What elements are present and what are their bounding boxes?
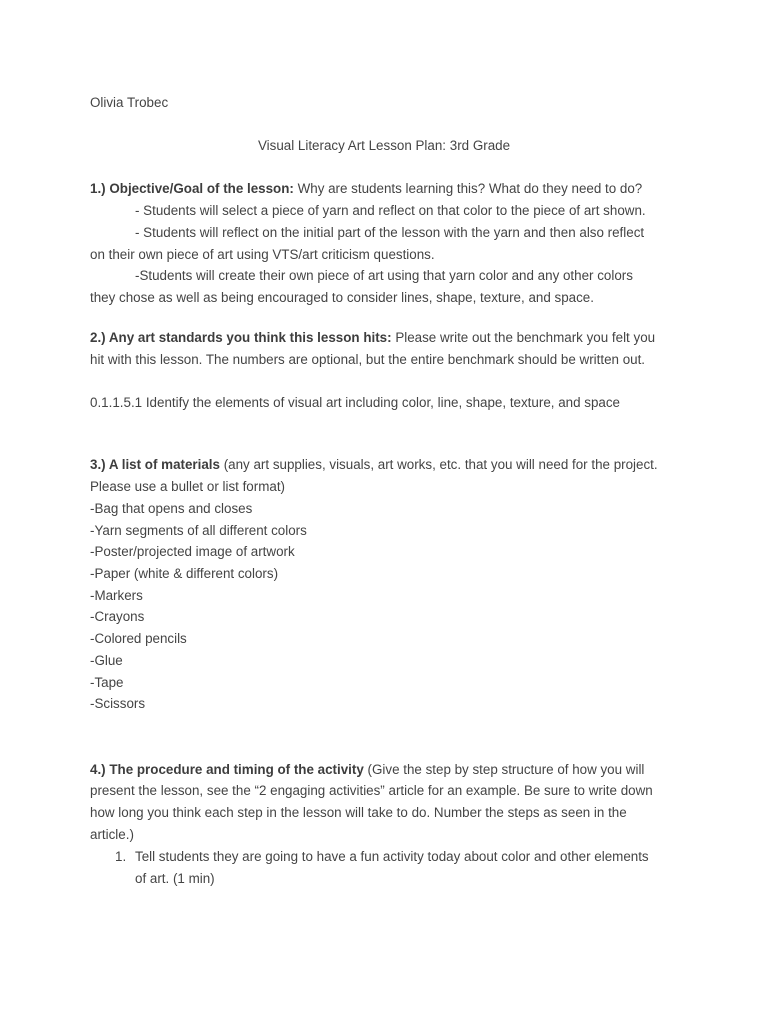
step-number: 1. [115, 849, 127, 864]
section4-prompt-line: present the lesson, see the “2 engaging activities” article for an example. Be sure to write down [90, 783, 653, 798]
material-item: -Crayons [90, 609, 145, 624]
material-item: -Poster/projected image of artwork [90, 544, 295, 559]
section1-line: they chose as well as being encouraged to consider lines, shape, texture, and space. [90, 290, 594, 305]
material-item: -Scissors [90, 696, 146, 711]
step-text: of art. (1 min) [135, 871, 215, 886]
material-item: -Colored pencils [90, 631, 187, 646]
section3-prompt: (any art supplies, visuals, art works, etc. that you will need for the project. [219, 457, 658, 472]
material-item: -Bag that opens and closes [90, 501, 253, 516]
author-name: Olivia Trobec [90, 95, 169, 110]
section1-heading-line [90, 180, 642, 198]
section2-heading: 2.) Any art standards you think this lesson hits: [90, 330, 392, 345]
material-item: -Paper (white & different colors) [90, 566, 279, 581]
section1-heading: 1.) Objective/Goal of the lesson: [90, 181, 294, 196]
section4-heading: 4.) The procedure and timing of the activity [90, 762, 364, 777]
section1-line: -Students will create their own piece of art using that yarn color and any other colors [135, 268, 633, 283]
document-title: Visual Literacy Art Lesson Plan: 3rd Grade [257, 138, 511, 153]
section2-benchmark: 0.1.1.5.1 Identify the elements of visual art including color, line, shape, texture, and space [90, 395, 620, 410]
material-item: -Yarn segments of all different colors [90, 523, 307, 538]
section4-prompt-line: how long you think each step in the lesson will take to do. Number the steps as seen in the [90, 805, 627, 820]
section2-heading-line [90, 329, 655, 347]
section4-prompt-line: article.) [90, 827, 134, 842]
section3-heading: 3.) A list of materials [90, 457, 220, 472]
section1-line: - Students will reflect on the initial part of the lesson with the yarn and then also reflect [135, 225, 645, 240]
section2-prompt: Please write out the benchmark you felt you [391, 330, 656, 345]
material-item: -Tape [90, 675, 124, 690]
section3-heading-line [90, 456, 658, 474]
section1-line: - Students will select a piece of yarn and reflect on that color to the piece of art shown. [135, 203, 646, 218]
section1-line: on their own piece of art using VTS/art criticism questions. [90, 247, 435, 262]
section4-prompt: (Give the step by step structure of how you will [363, 762, 645, 777]
section1-prompt: Why are students learning this? What do they need to do? [293, 181, 643, 196]
section4-heading-line [90, 761, 644, 779]
step-text: Tell students they are going to have a fun activity today about color and other elements [135, 849, 649, 864]
section3-prompt-line: Please use a bullet or list format) [90, 479, 285, 494]
section2-prompt-line: hit with this lesson. The numbers are optional, but the entire benchmark should be written out. [90, 352, 646, 367]
material-item: -Markers [90, 588, 143, 603]
material-item: -Glue [90, 653, 123, 668]
